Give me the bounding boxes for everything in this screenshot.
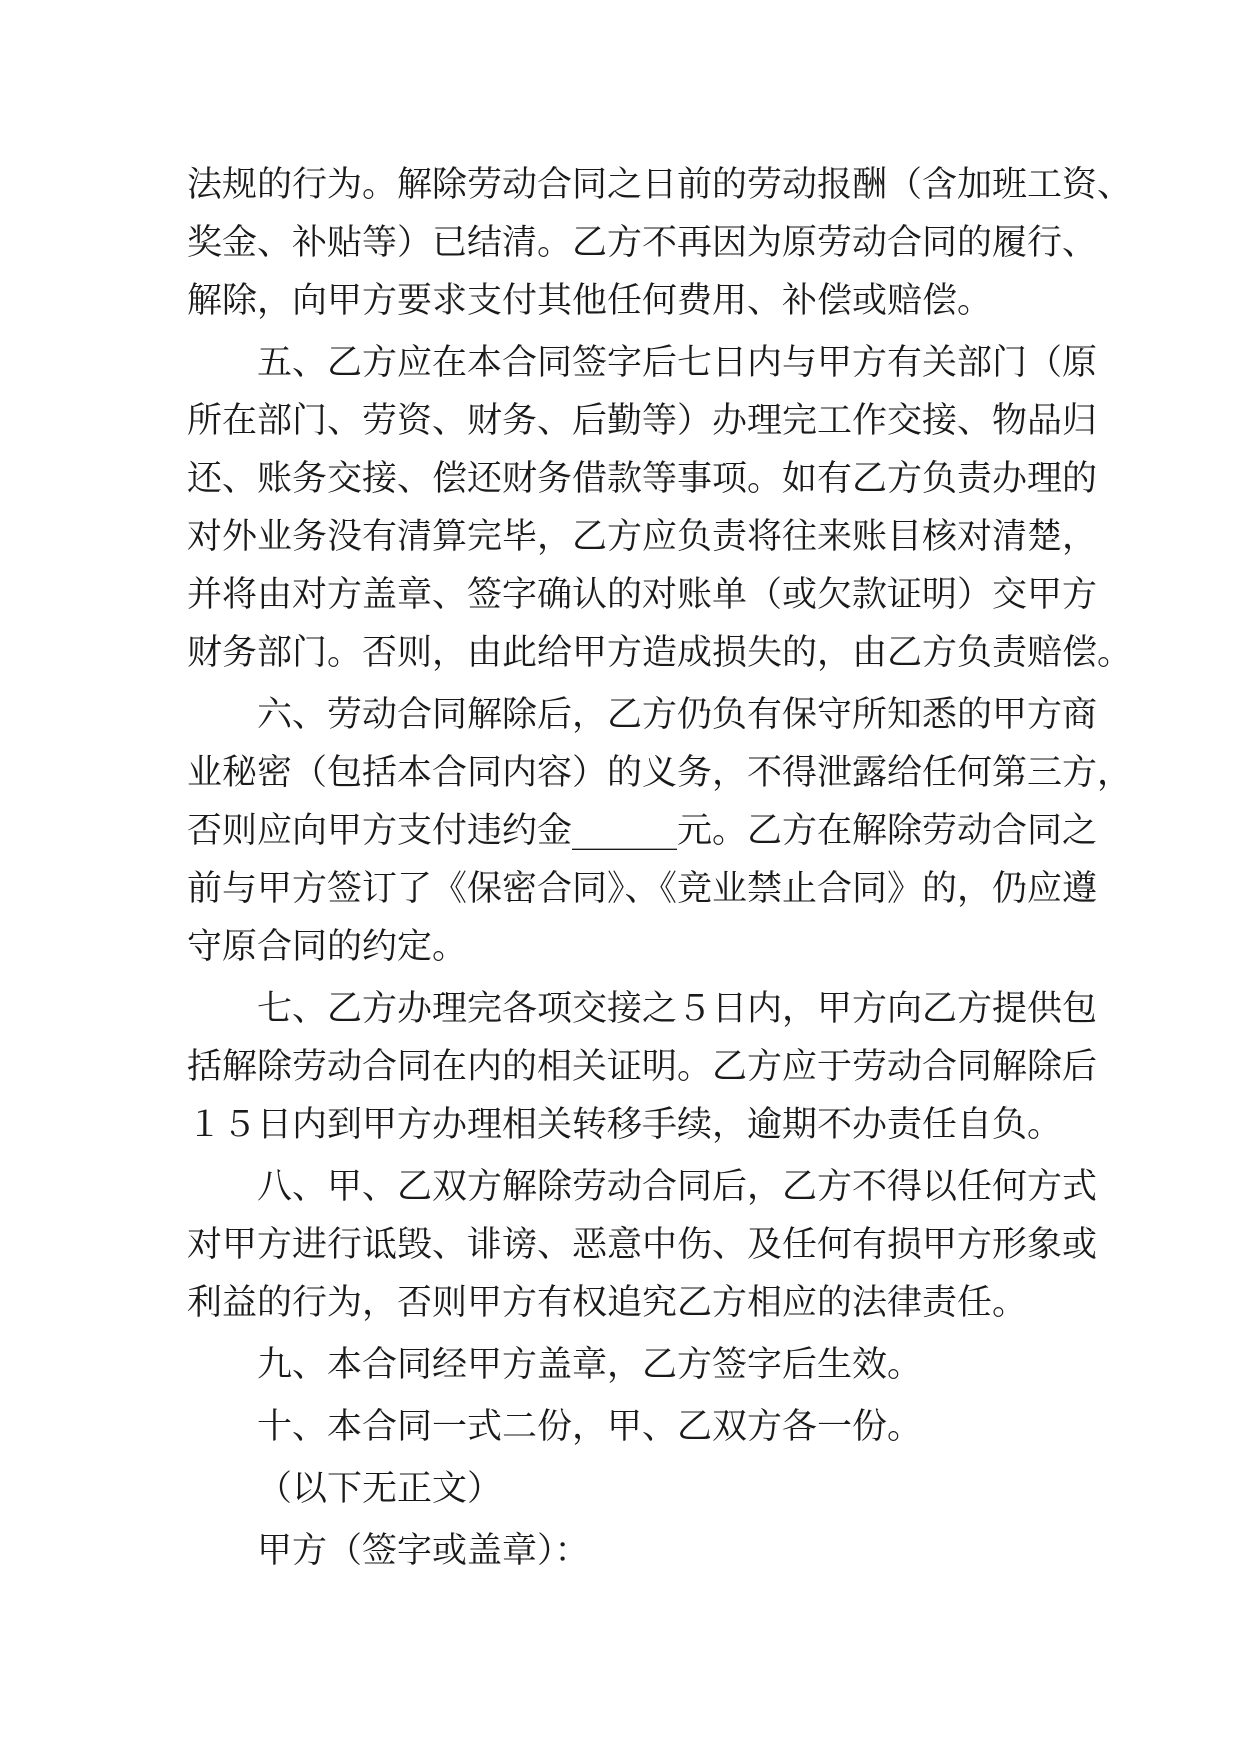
text-line: 解除，向甲方要求支付其他任何费用、补偿或赔偿。	[187, 281, 993, 321]
text-line: 还、账务交接、偿还财务借款等事项。如有乙方负责办理的	[187, 459, 1098, 499]
clause-6-line: 六、劳动合同解除后，乙方仍负有保守所知悉的甲方商	[257, 695, 1098, 735]
clause-5-line: 五、乙方应在本合同签字后七日内与甲方有关部门（原	[257, 343, 1098, 383]
text-line: 对甲方进行诋毁、诽谤、恶意中伤、及任何有损甲方形象或	[187, 1225, 1098, 1265]
clause-9-line: 九、本合同经甲方盖章，乙方签字后生效。	[257, 1345, 923, 1385]
text-line: 前与甲方签订了《保密合同》、《竞业禁止合同》的，仍应遵	[187, 869, 1098, 909]
party-a-signature-label: 甲方（签字或盖章）：	[257, 1531, 590, 1571]
text-line: １５日内到甲方办理相关转移手续，逾期不办责任自负。	[187, 1105, 1063, 1145]
text-line: 括解除劳动合同在内的相关证明。乙方应于劳动合同解除后	[187, 1047, 1098, 1087]
text-line: 守原合同的约定。	[187, 927, 468, 967]
text-line: 奖金、补贴等）已结清。乙方不再因为原劳动合同的履行、	[187, 223, 1098, 263]
text-line: 对外业务没有清算完毕，乙方应负责将往来账目核对清楚，	[187, 517, 1098, 557]
text-line: 法规的行为。解除劳动合同之日前的劳动报酬（含加班工资、	[187, 165, 1133, 205]
clause-7-line: 七、乙方办理完各项交接之５日内，甲方向乙方提供包	[257, 989, 1098, 1029]
no-further-text-note: （以下无正文）	[257, 1469, 503, 1509]
clause-10-line: 十、本合同一式二份，甲、乙双方各一份。	[257, 1407, 923, 1447]
clause-8-line: 八、甲、乙双方解除劳动合同后，乙方不得以任何方式	[257, 1167, 1098, 1207]
text-line: 业秘密（包括本合同内容）的义务，不得泄露给任何第三方，	[187, 753, 1133, 793]
text-line: 利益的行为，否则甲方有权追究乙方相应的法律责任。	[187, 1283, 1028, 1323]
text-line: 并将由对方盖章、签字确认的对账单（或欠款证明）交甲方	[187, 575, 1098, 615]
text-line: 所在部门、劳资、财务、后勤等）办理完工作交接、物品归	[187, 401, 1098, 441]
text-line: 否则应向甲方支付违约金______元。乙方在解除劳动合同之	[187, 811, 1098, 851]
text-line: 财务部门。否则，由此给甲方造成损失的，由乙方负责赔偿。	[187, 633, 1133, 673]
